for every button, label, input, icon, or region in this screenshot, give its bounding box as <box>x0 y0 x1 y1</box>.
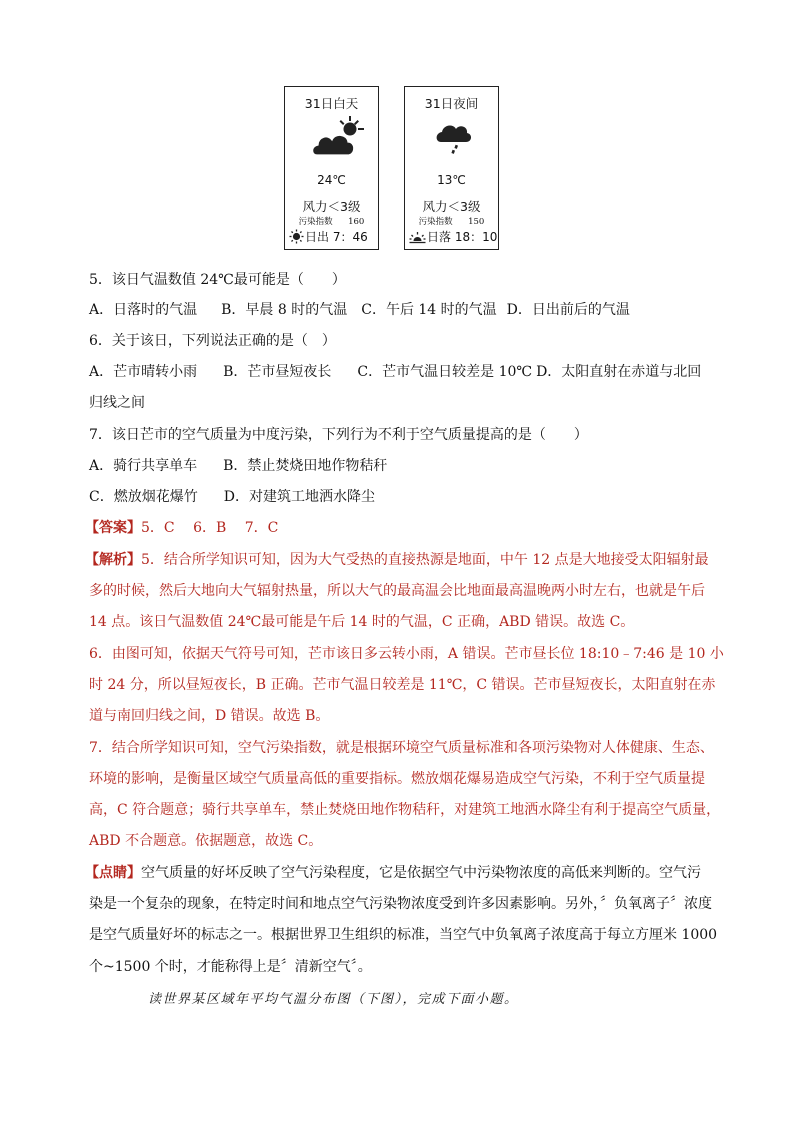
question-5-options <box>89 300 630 320</box>
analysis-text: 5．结合所学知识可知，因为大气受热的直接热源是地面，中午 12 点是大地接受太阳辐射最 <box>141 552 709 568</box>
analysis-label: 【解析】 <box>85 552 141 568</box>
question-5-stem: 5．该日气温数值 24℃最可能是（ ） <box>89 272 346 288</box>
answer-line <box>85 518 278 538</box>
answer-text: 5．C 6．B 7．C <box>141 520 279 536</box>
analysis-line <box>85 550 709 570</box>
sunset-icon <box>409 231 426 244</box>
wind-level: 风力＜3级 <box>302 199 361 214</box>
weather-card-day <box>284 86 379 250</box>
card-title: 31日夜间 <box>424 96 479 111</box>
option-b: B．早晨 8 时的气温 <box>221 302 348 318</box>
pollution-label: 污染指数 <box>418 217 453 227</box>
analysis-line: 多的时候，然后大地向大气辐射热量，所以大气的最高温会比地面最高温晚两小时左右，也就是午后 <box>89 583 705 599</box>
rain-drop <box>454 145 458 149</box>
analysis-line: 14 点。该日气温数值 24℃最可能是午后 14 时的气温，C 正确，ABD 错误。故选 C。 <box>89 614 635 630</box>
option-a: A．芒市晴转小雨 <box>89 364 198 380</box>
question-7-options-row1 <box>89 456 387 476</box>
pollution-value: 160 <box>348 217 365 227</box>
option-a: A．日落时的气温 <box>89 302 198 318</box>
option-b: B．禁止焚烧田地作物秸秆 <box>223 458 388 474</box>
comment-line: 是空气质量好坏的标志之一。根据世界卫生组织的标准，当空气中负氧离子浓度高于每立方厘米 1000 <box>89 927 718 943</box>
analysis-line: 时 24 分，所以昼短夜长，B 正确。芒市气温日较差是 11℃，C 错误。芒市昼短夜长，太阳直射在赤 <box>89 677 716 693</box>
partly-cloudy-icon <box>285 115 380 161</box>
answer-label: 【答案】 <box>85 520 141 536</box>
sun-ray <box>340 120 345 125</box>
rain-drop <box>451 150 455 154</box>
question-6-stem: 6．关于该日，下列说法正确的是（ ） <box>89 333 336 349</box>
temperature: 24℃ <box>317 173 346 187</box>
weather-card-night <box>404 86 499 250</box>
option-b: B．芒市昼短夜长 <box>223 364 332 380</box>
analysis-line: 高，C 符合题意；骑行共享单车，禁止焚烧田地作物秸秆，对建筑工地洒水降尘有利于提高空气质量， <box>89 802 721 818</box>
light-rain-icon <box>405 115 500 161</box>
option-d: D．日出前后的气温 <box>506 302 630 318</box>
option-d: D．对建筑工地洒水降尘 <box>223 489 375 505</box>
pollution-index <box>405 215 498 227</box>
sunrise-time <box>289 228 379 245</box>
question-6-option-d-cont: 归线之间 <box>89 395 145 411</box>
analysis-line: 6．由图可知，依据天气符号可知，芒市该日多云转小雨，A 错误。芒市昼长位 18:10﹣7:46 是 10 小 <box>89 646 724 662</box>
comment-text: 空气质量的好坏反映了空气污染程度，它是依据空气中污染物浓度的高低来判断的。空气污 <box>141 865 701 881</box>
analysis-line: 7．结合所学知识可知，空气污染指数，就是根据环境空气质量标准和各项污染物对人体健康、生态、 <box>89 740 714 756</box>
option-c: C．燃放烟花爆竹 <box>89 489 198 505</box>
option-c: C．午后 14 时的气温 <box>361 302 497 318</box>
sunset-time <box>409 228 499 245</box>
comment-line <box>85 863 701 883</box>
analysis-line: 环境的影响，是衡量区域空气质量高低的重要指标。燃放烟花爆易造成空气污染，不利于空气质量提 <box>89 771 705 787</box>
sunset-text: 日落 18：10 <box>427 230 498 244</box>
question-6-options <box>89 362 701 382</box>
sun-ray <box>354 120 359 125</box>
next-question-intro: 读世界某区域年平均气温分布图（下图），完成下面小题。 <box>148 992 519 1007</box>
comment-label: 【点睛】 <box>85 865 141 881</box>
comment-line: 个~1500 个时，才能称得上是〞清新空气〞。 <box>89 959 372 975</box>
comment-line: 染是一个复杂的现象，在特定时间和地点空气污染物浓度受到许多因素影响。另外，〞负氧离子〞浓度 <box>89 896 712 912</box>
sun-ray <box>358 128 364 130</box>
pollution-index <box>285 215 378 227</box>
option-d: D．太阳直射在赤道与北回 <box>536 364 702 380</box>
temperature: 13℃ <box>437 173 466 187</box>
analysis-line: ABD 不合题意。依据题意，故选 C。 <box>89 833 323 849</box>
card-title: 31日白天 <box>304 96 359 111</box>
question-7-options-row2 <box>89 487 375 507</box>
sunrise-text: 日出 7：46 <box>305 230 368 244</box>
option-a: A．骑行共享单车 <box>89 458 198 474</box>
pollution-value: 150 <box>468 217 485 227</box>
pollution-label: 污染指数 <box>298 217 333 227</box>
sunrise-icon <box>289 229 304 244</box>
wind-level: 风力＜3级 <box>422 199 481 214</box>
option-c: C．芒市气温日较差是 10℃ <box>357 364 533 380</box>
analysis-line: 道与南回归线之间，D 错误。故选 B。 <box>89 708 330 724</box>
question-7-stem: 7．该日芒市的空气质量为中度污染，下列行为不利于空气质量提高的是（ ） <box>89 427 588 443</box>
sun-ray <box>349 116 351 121</box>
